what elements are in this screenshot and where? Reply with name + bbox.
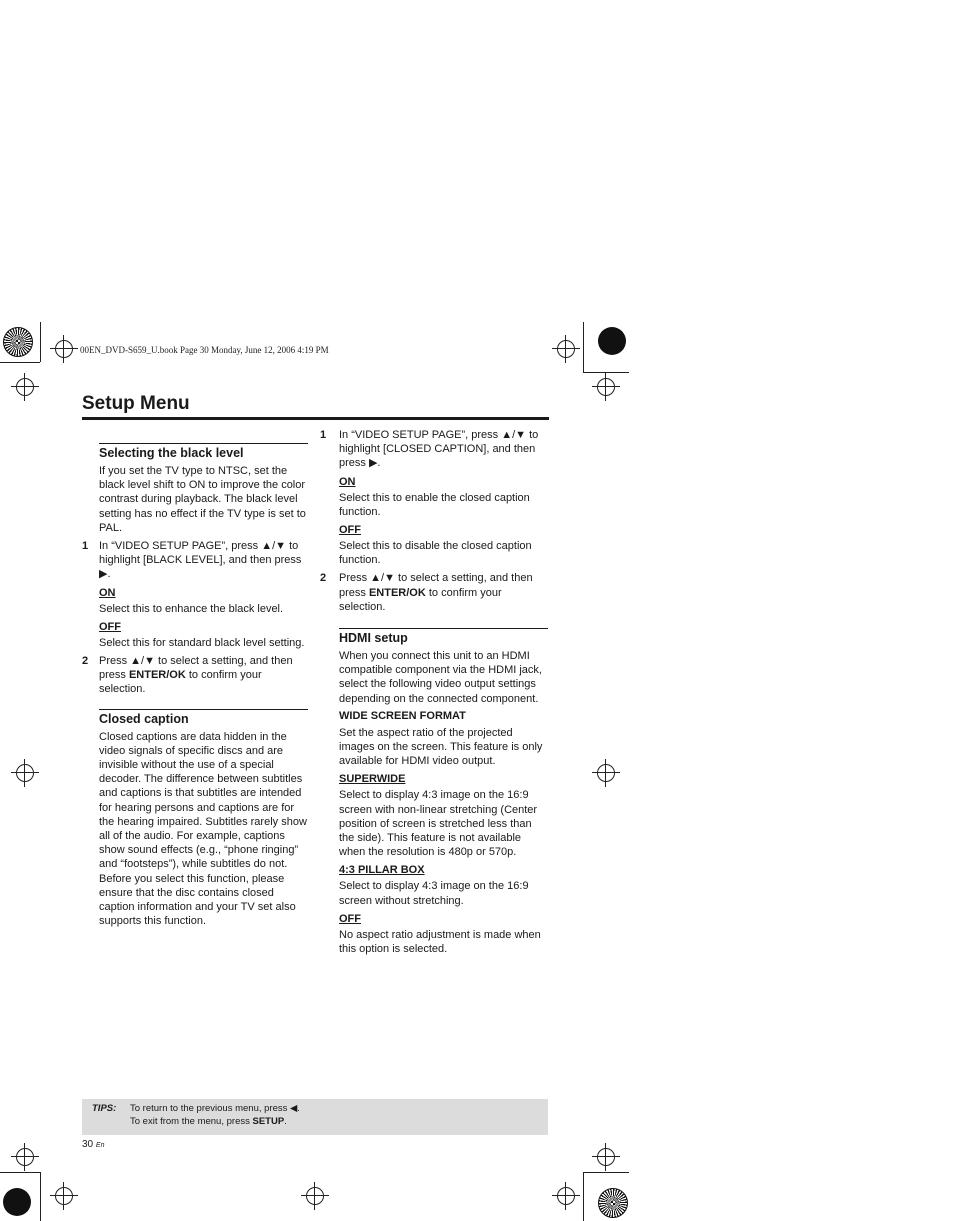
black-level-heading: Selecting the black level xyxy=(99,446,244,460)
option-on-label: ON xyxy=(99,586,116,599)
crosshair-mark xyxy=(597,1148,615,1166)
option-off-label: OFF xyxy=(339,912,361,925)
closed-caption-heading: Closed caption xyxy=(99,711,189,726)
crop-line xyxy=(583,1172,629,1173)
crop-line xyxy=(40,1172,41,1221)
black-level-intro: If you set the TV type to NTSC, set the black level shift to ON to improve the color contrast during playback. The black level setting has no effect if the TV type is set to PAL. xyxy=(99,465,306,534)
crop-line xyxy=(40,322,41,362)
option-on-label: ON xyxy=(339,475,356,488)
hdmi-section xyxy=(339,628,548,956)
page-number xyxy=(82,1139,104,1150)
tips-line-2 xyxy=(130,1115,300,1128)
tips-box xyxy=(82,1099,548,1135)
step-text: to confirm your selection. xyxy=(99,669,262,696)
left-column xyxy=(82,443,308,928)
crosshair-mark xyxy=(16,764,34,782)
crosshair-mark xyxy=(306,1187,324,1205)
enter-ok-key: ENTER/OK xyxy=(368,586,426,599)
crosshair-mark xyxy=(597,764,615,782)
step-number: 1 xyxy=(82,540,89,553)
crop-line xyxy=(0,362,40,363)
step-text: In “VIDEO SETUP PAGE”, press ▲/▼ to highlight [CLOSED CAPTION], and then press ▶. xyxy=(339,429,539,470)
option-off-desc: Select this for standard black level setting. xyxy=(99,636,305,649)
option-off-label: OFF xyxy=(339,524,361,537)
caption-step-1 xyxy=(320,428,548,471)
enter-ok-key: ENTER/OK xyxy=(128,669,186,682)
crop-line xyxy=(583,372,629,373)
closed-caption-body: Closed captions are data hidden in the video signals of specific discs and are invisible without the use of a special decoder. The difference between subtitles and captions is that subtitles are intended for hearing persons and captions are for the hearing impaired. Subtitles rarely show all of the audio. For example, captions show sound effects (e.g., “phone ringing” and “footsteps”), while subtitles do not. Before you select this function, please ensure that the disc contains closed caption information and your TV set also supports this function. xyxy=(99,730,307,928)
option-off-label: OFF xyxy=(99,620,121,633)
page-title: Setup Menu xyxy=(82,393,190,414)
tips-line-2-text: To exit from the menu, press xyxy=(130,1116,253,1127)
crosshair-mark xyxy=(597,378,615,396)
crop-line xyxy=(583,322,584,372)
registration-dot-bottom-left xyxy=(3,1188,31,1216)
crop-line xyxy=(0,1172,40,1173)
hdmi-intro: When you connect this unit to an HDMI compatible component via the HDMI jack, select the following video output settings depending on the connected component. xyxy=(339,650,542,705)
option-off-desc: No aspect ratio adjustment is made when this option is selected. xyxy=(339,928,541,956)
wide-screen-format-heading: WIDE SCREEN FORMAT xyxy=(339,709,466,722)
option-pillar-box-label: 4:3 PILLAR BOX xyxy=(339,864,425,877)
tips-label: TIPS: xyxy=(92,1103,117,1114)
black-level-section xyxy=(99,443,308,535)
option-superwide-label: SUPERWIDE xyxy=(339,773,406,786)
option-on-desc: Select this to enable the closed caption function. xyxy=(339,491,530,518)
page-lang: En xyxy=(95,1142,105,1149)
crosshair-mark xyxy=(557,340,575,358)
step-number: 2 xyxy=(320,572,327,585)
caption-step-2 xyxy=(320,571,548,614)
registration-sunburst-top-left xyxy=(3,327,33,357)
option-superwide-desc: Select to display 4:3 image on the 16:9 screen with non-linear stretching (Center position of screen is stretched less than the side). This feature is not available when the resolution is 480p or 570p. xyxy=(339,789,538,859)
black-level-step-2 xyxy=(82,654,308,697)
hdmi-heading: HDMI setup xyxy=(339,631,408,646)
step-text: to confirm your selection. xyxy=(339,586,502,613)
right-column xyxy=(320,428,548,956)
step-number: 1 xyxy=(320,429,327,441)
crosshair-mark xyxy=(557,1187,575,1205)
print-header: 00EN_DVD-S659_U.book Page 30 Monday, June 12, 2006 4:19 PM xyxy=(80,345,329,355)
title-rule xyxy=(82,417,549,420)
black-level-step-1 xyxy=(82,539,308,582)
step-text: In “VIDEO SETUP PAGE”, press ▲/▼ to highlight [BLACK LEVEL], and then press ▶. xyxy=(99,540,302,581)
crosshair-mark xyxy=(16,1148,34,1166)
tips-line-1: To return to the previous menu, press ◀. xyxy=(130,1103,300,1114)
option-pillar-box-desc: Select to display 4:3 image on the 16:9 screen without stretching. xyxy=(339,880,529,907)
page-number-value: 30 xyxy=(82,1139,94,1150)
registration-sunburst-bottom-right xyxy=(598,1188,628,1218)
crosshair-mark xyxy=(55,340,73,358)
crosshair-mark xyxy=(16,378,34,396)
option-off-desc: Select this to disable the closed caption function. xyxy=(339,540,532,567)
crosshair-mark xyxy=(55,1187,73,1205)
tips-line-2-end: . xyxy=(284,1116,287,1127)
tips-lines xyxy=(130,1102,300,1128)
crop-line xyxy=(583,1172,584,1221)
wide-screen-format-desc: Set the aspect ratio of the projected images on the screen. This feature is only available for HDMI video output. xyxy=(339,726,543,768)
setup-key: SETUP xyxy=(252,1116,285,1127)
registration-dot-top-right xyxy=(598,327,626,355)
step-text: Press ▲/▼ to select a setting, and then press xyxy=(339,572,533,599)
closed-caption-section xyxy=(99,709,308,929)
option-on-desc: Select this to enhance the black level. xyxy=(99,602,284,615)
step-text: Press ▲/▼ to select a setting, and then press xyxy=(99,655,293,682)
step-number: 2 xyxy=(82,655,89,668)
